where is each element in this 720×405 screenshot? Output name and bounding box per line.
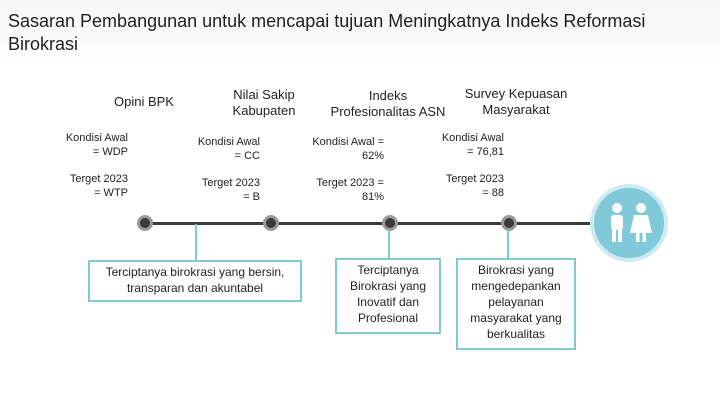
outcome-box-pelayanan: Birokrasi yang mengedepankan pelayanan masyarakat yang berkualitas: [456, 258, 576, 350]
timeline-dot-nilai-sakip: [263, 215, 279, 231]
target-survey: Terget 2023 = 88: [445, 173, 504, 199]
header-indeks: Indeks Profesionalitas ASN: [330, 88, 446, 119]
kondisi-nilai-sakip: Kondisi Awal = CC: [197, 136, 260, 162]
slide-title: Sasaran Pembangunan untuk mencapai tujuan Meningkatnya Indeks Reformasi Birokrasi: [8, 11, 646, 54]
people-icon: [594, 188, 664, 258]
connector-stem: [195, 224, 197, 262]
target-indeks: Terget 2023 = 81%: [316, 177, 384, 203]
timeline-dot-survey: [501, 215, 517, 231]
timeline-dot-opini-bpk: [137, 215, 153, 231]
connector-stem: [507, 230, 509, 260]
header-opini-bpk: Opini BPK: [114, 94, 174, 109]
connector-stem: [388, 230, 390, 260]
header-survey: Survey Kepuasan Masyarakat: [464, 86, 568, 117]
outcome-box-akuntabel: Terciptanya birokrasi yang bersin, transparan dan akuntabel: [88, 260, 302, 302]
kondisi-opini-bpk: Kondisi Awal = WDP: [65, 132, 128, 158]
target-opini-bpk: Terget 2023 = WTP: [69, 173, 128, 199]
target-nilai-sakip: Terget 2023 = B: [201, 177, 260, 203]
outcome-box-profesional: Terciptanya Birokrasi yang Inovatif dan Profesional: [335, 258, 441, 334]
header-nilai-sakip: Nilai Sakip Kabupaten: [232, 87, 296, 118]
kondisi-survey: Kondisi Awal = 76,81: [441, 132, 504, 158]
timeline-line: [140, 222, 595, 225]
kondisi-indeks: Kondisi Awal = 62%: [312, 136, 384, 162]
timeline-dot-indeks: [382, 215, 398, 231]
